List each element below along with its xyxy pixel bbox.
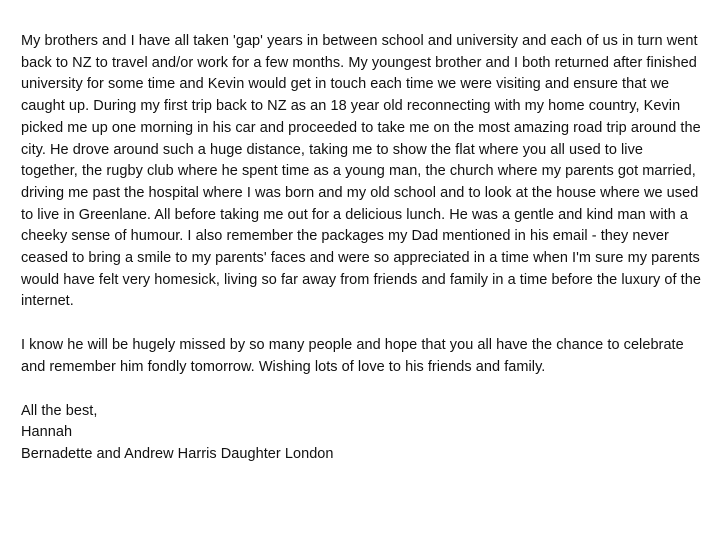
letter-body <box>21 31 703 466</box>
signoff-name: Hannah <box>21 424 73 441</box>
paragraph-spacer <box>21 379 703 401</box>
signoff-closing: All the best, <box>21 402 98 419</box>
signoff-block <box>21 401 703 466</box>
letter-paragraph-memories: My brothers and I have all taken 'gap' years in between school and university and each of us in turn went back to NZ to travel and/or work for a few months. My youngest brother and I both returned after finished university for some time and Kevin would get in touch each time we were visiting and ensure that we caught up. During my first trip back to NZ as an 18 year old reconnecting with my home country, Kevin picked me up one morning in his car and proceeded to take me on the most amazing road trip around the city. He drove around such a huge distance, taking me to show the flat where you all used to live together, the rugby club where he spent time as a young man, the church where my parents got married, driving me past the hospital where I was born and my old school and to look at the house where we used to live in Greenlane. All before taking me out for a delicious lunch. He was a gentle and kind man with a cheeky sense of humour. I also remember the packages my Dad mentioned in his email - they never ceased to bring a smile to my parents' faces and were so appreciated in a time when I'm sure my parents would have felt very homesick, living so far away from friends and family in a time before the luxury of the internet. <box>21 33 701 310</box>
letter-paragraph-condolence: I know he will be hugely missed by so many people and hope that you all have the chance to celebrate and remember him fondly tomorrow. Wishing lots of love to his friends and family. <box>21 337 684 375</box>
paragraph-spacer <box>21 313 703 335</box>
signoff-relation: Bernadette and Andrew Harris Daughter London <box>21 445 334 462</box>
